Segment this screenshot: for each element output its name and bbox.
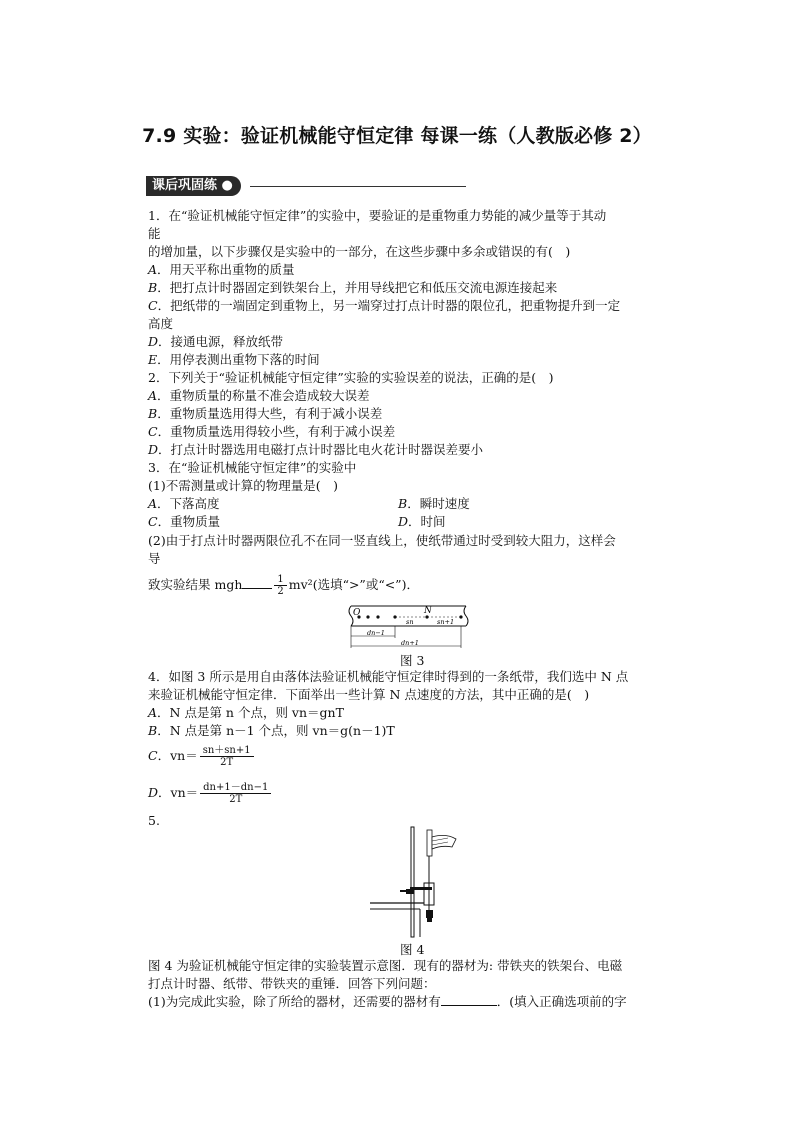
q3-part1: (1)不需测量或计算的物理量是( ) <box>148 478 338 493</box>
section-divider <box>250 186 466 187</box>
q3-option-d <box>398 513 446 530</box>
weight-body <box>427 918 432 922</box>
option-text: ．vn＝ <box>157 748 198 763</box>
option-text: ．重物质量选用得大些，有利于减小误差 <box>157 406 383 421</box>
figure3-tape-diagram <box>345 604 475 652</box>
figure4-apparatus <box>360 825 470 943</box>
q5-stem-line1: 图 4 为验证机械能守恒定律的实验装置示意图．现有的器材为: 带铁夹的铁架台、电磁 <box>148 958 623 973</box>
q2-option-a <box>148 387 370 404</box>
option-letter: C <box>148 298 158 313</box>
tape-dot <box>376 615 379 618</box>
option-letter: B <box>148 723 158 738</box>
option-text: ．下落高度 <box>157 496 220 511</box>
q2-option-d <box>148 441 483 458</box>
label-sn: sn <box>406 618 414 626</box>
figure3-caption: 图 3 <box>400 653 425 668</box>
option-letter: C <box>148 748 158 763</box>
q3-option-b <box>398 495 470 512</box>
frac-numerator: 1 <box>274 574 286 586</box>
hand-holding-tape <box>427 830 432 856</box>
option-letter: D <box>148 442 159 457</box>
q1-option-e <box>148 351 320 368</box>
q2-option-c <box>148 423 395 440</box>
option-text: ．N 点是第 n 个点，则 vn＝gnT <box>157 705 344 720</box>
q1-stem-line2: 的增加量，以下步骤仅是实验中的一部分，在这些步骤中多余或错误的有( ) <box>148 244 571 259</box>
option-letter: B <box>148 406 158 421</box>
option-text: ．瞬时速度 <box>407 496 470 511</box>
label-n: N <box>424 606 432 616</box>
option-text: ．接通电源，释放纸带 <box>158 334 284 349</box>
q1-stem-wrap: 能 <box>148 226 161 241</box>
label-sn1: sn+1 <box>437 618 455 626</box>
frac-denominator: 2T <box>229 794 243 805</box>
frac-numerator: dn+1－dn−1 <box>200 782 271 794</box>
tape-right-break <box>464 606 468 626</box>
label-dn-1: dn−1 <box>367 629 385 637</box>
q4-option-d <box>148 778 273 808</box>
q3-part2-pre: 致实验结果 mgh <box>148 577 243 592</box>
frac-numerator: sn＋sn+1 <box>200 745 254 757</box>
fraction-one-half <box>274 574 286 597</box>
option-letter: A <box>148 388 158 403</box>
option-letter: D <box>148 785 159 800</box>
q4-option-c <box>148 741 256 771</box>
q1-option-a <box>148 261 295 278</box>
q3-part2-post: mv²(选填“>”或“<”)． <box>288 577 419 592</box>
q5-number: 5. <box>148 813 160 828</box>
q1-option-c-wrap: 高度 <box>148 316 174 331</box>
hand-icon <box>432 835 456 849</box>
frac-denominator: 2T <box>220 757 234 768</box>
q5-part1-text: (1)为完成此实验，除了所给的器材，还需要的器材有 <box>148 994 441 1009</box>
q3-part2-wrap: 导 <box>148 551 161 566</box>
option-text: ．把打点计时器固定到铁架台上，并用导线把它和低压交流电源连接起来 <box>157 280 558 295</box>
stand-rod <box>411 827 414 937</box>
option-letter: D <box>148 334 159 349</box>
fraction-d <box>200 782 271 805</box>
q3-part2: (2)由于打点计时器两限位孔不在同一竖直线上，使纸带通过时受到较大阻力，这样会 <box>148 533 616 548</box>
option-letter: B <box>398 496 408 511</box>
q5-part1 <box>148 993 627 1010</box>
option-letter: A <box>148 705 158 720</box>
option-text: ．重物质量的称量不准会造成较大误差 <box>157 388 370 403</box>
q2-stem: 2．下列关于“验证机械能守恒定律”实验的实验误差的说法，正确的是( ) <box>148 370 554 385</box>
option-letter: C <box>148 514 158 529</box>
option-letter: D <box>398 514 409 529</box>
option-text: ．vn＝ <box>158 785 199 800</box>
weight-clamp <box>426 910 433 918</box>
q2-option-b <box>148 405 382 422</box>
q4-option-a <box>148 704 344 721</box>
tape-dot <box>366 615 369 618</box>
page-title: 7.9 实验：验证机械能守恒定律 每课一练（人教版必修 2） <box>142 125 652 147</box>
clamp-arm <box>410 887 428 890</box>
section-label: 课后巩固练 <box>152 178 218 193</box>
option-text: ．N 点是第 n－1 个点，则 vn＝g(n－1)T <box>157 723 395 738</box>
option-text: ．用天平称出重物的质量 <box>157 262 295 277</box>
q4-option-b <box>148 722 395 739</box>
label-o: O <box>353 608 361 618</box>
option-letter: A <box>148 496 158 511</box>
option-text: ．重物质量 <box>157 514 221 529</box>
figure4-caption: 图 4 <box>400 942 425 957</box>
q5-stem-line2: 打点计时器、纸带、带铁夹的重锤．回答下列问题： <box>148 976 436 991</box>
option-letter: E <box>148 352 158 367</box>
frac-denominator: 2 <box>277 586 284 597</box>
q3-option-c <box>148 513 220 530</box>
option-letter: C <box>148 424 158 439</box>
q1-option-c <box>148 297 620 314</box>
option-text: ．打点计时器选用电磁打点计时器比电火花计时器误差要小 <box>158 442 484 457</box>
q3-option-a <box>148 495 220 512</box>
option-text: ．用停表测出重物下落的时间 <box>157 352 320 367</box>
q1-option-d <box>148 333 283 350</box>
label-dn1: dn+1 <box>401 639 419 647</box>
q3-part2-line2 <box>148 573 419 597</box>
option-text: ．重物质量选用得较小些，有利于减小误差 <box>157 424 396 439</box>
section-badge: 课后巩固练 ● <box>146 176 241 196</box>
option-text: ．时间 <box>408 514 446 529</box>
q5-part1-post: ．(填入正确选项前的字 <box>496 994 627 1009</box>
answer-blank <box>441 1005 497 1006</box>
q4-stem-line1: 4．如图 3 所示是用自由落体法验证机械能守恒定律时得到的一条纸带，我们选中 N 点 <box>148 669 629 684</box>
q3-stem: 3．在“验证机械能守恒定律”的实验中 <box>148 460 357 475</box>
q1-stem-line1: 1．在“验证机械能守恒定律”的实验中，要验证的是重物重力势能的减少量等于其动 <box>148 208 607 223</box>
option-letter: B <box>148 280 158 295</box>
option-letter: A <box>148 262 158 277</box>
option-text: ．把纸带的一端固定到重物上，另一端穿过打点计时器的限位孔，把重物提升到一定 <box>157 298 621 313</box>
q1-option-b <box>148 279 557 296</box>
fraction-c <box>200 745 254 768</box>
q4-stem-line2: 来验证机械能守恒定律．下面举出一些计算 N 点速度的方法，其中正确的是( ) <box>148 687 590 702</box>
answer-blank <box>242 588 272 589</box>
